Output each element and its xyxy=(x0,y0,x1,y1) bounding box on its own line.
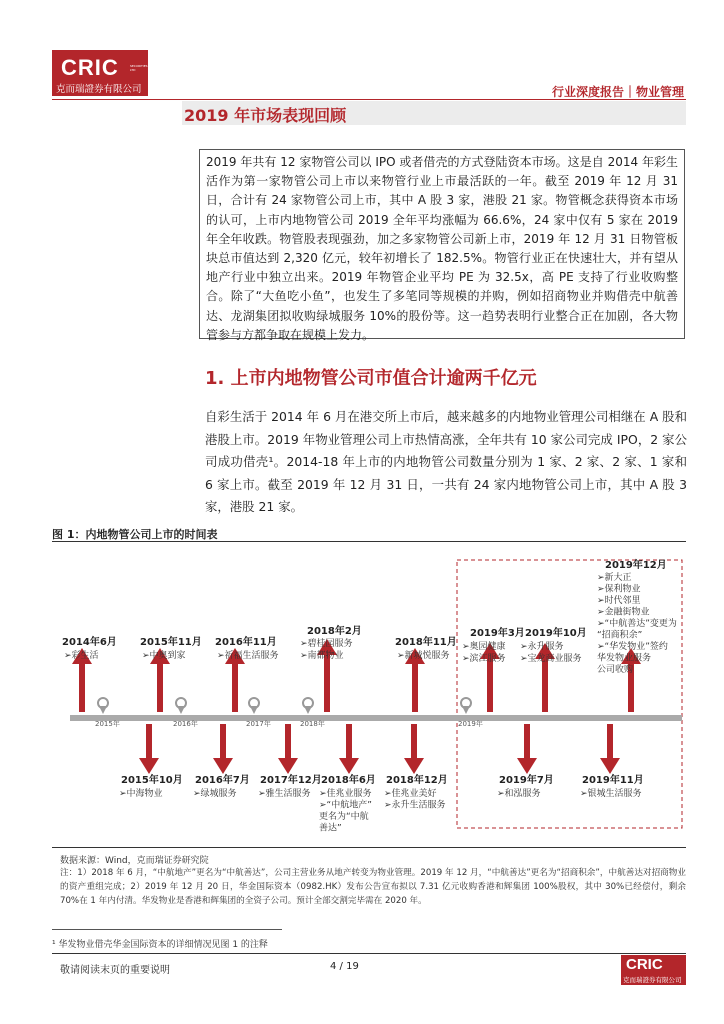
down-event xyxy=(258,724,322,799)
heading-1: 1. 上市内地物管公司市值合计逾两千亿元 xyxy=(205,368,537,389)
down-arrow-icon xyxy=(517,758,537,774)
down-arrow-shaft xyxy=(146,724,152,760)
event-item: ➢绿城服务 xyxy=(193,789,237,799)
down-arrow-icon xyxy=(404,758,424,774)
event-date: 2019年11月 xyxy=(582,775,644,786)
event-item: ➢雅生活服务 xyxy=(258,789,311,799)
up-event xyxy=(520,626,587,712)
footer-logo-cn: 克而瑞證券有限公司 xyxy=(623,976,682,984)
event-item: ➢新大正 xyxy=(597,573,632,583)
up-arrow-shaft xyxy=(542,657,548,712)
event-date: 2015年11月 xyxy=(140,637,202,648)
down-arrow-icon xyxy=(213,758,233,774)
up-event xyxy=(62,635,117,712)
event-date: 2019年12月 xyxy=(605,560,667,571)
event-date: 2018年6月 xyxy=(321,775,376,786)
event-date: 2017年12月 xyxy=(260,775,322,786)
event-item: ➢永升生活服务 xyxy=(384,800,446,811)
report-title: 行业深度报告｜物业管理 xyxy=(551,85,684,99)
down-arrow-shaft xyxy=(411,724,417,760)
year-label: 2017年 xyxy=(246,720,271,728)
year-marker xyxy=(246,698,271,728)
footer-divider xyxy=(52,953,686,954)
down-event xyxy=(384,724,448,811)
figure-bottom-rule xyxy=(52,847,686,848)
down-event xyxy=(497,724,554,799)
event-item: ➢永升服务 xyxy=(520,642,564,652)
up-arrow-shaft xyxy=(324,653,330,712)
footnote: ¹ 华发物业借壳华金国际资本的详细情况见图 1 的注释 xyxy=(52,940,268,950)
year-marker xyxy=(95,698,120,728)
logo-text: CRIC xyxy=(61,55,119,80)
down-event xyxy=(193,724,250,799)
year-marker xyxy=(173,698,198,728)
event-date: 2016年7月 xyxy=(195,775,250,786)
up-arrow-shaft xyxy=(79,662,85,712)
figure-note: 注：1）2018 年 6 月，“中航地产”更名为“中航善达”，公司主营业务从地产转变为物业管理。2019 年 12 月，“中航善达”更名为“招商积余”，中航善达对招商物业的资产重组完成；2）2019 年 12 月 20 日，华金国际资本（0982.HK）发布公告宣布拟以 7.31 亿元收购香港和辉集团 100%股权，其中 30%已经偿付，剩余 70%在 1 年内付清。华发物业是香港和辉集团的全资子公司。预计全部交割完毕需在 2020 年。 xyxy=(60,868,686,906)
event-date: 2018年2月 xyxy=(307,626,362,637)
logo-cn-text: 克而瑞證券有限公司 xyxy=(56,84,142,95)
event-item: 更名为“中航 xyxy=(319,812,369,822)
down-arrow-icon xyxy=(278,758,298,774)
up-arrow-shaft xyxy=(157,662,163,712)
down-event xyxy=(580,724,644,799)
down-arrow-shaft xyxy=(220,724,226,760)
event-item: ➢宝龙商业服务 xyxy=(520,654,582,664)
up-event xyxy=(395,635,457,712)
event-item: ➢和泓服务 xyxy=(497,789,541,799)
event-item: ➢中奥到家 xyxy=(142,651,186,661)
event-item: ➢中海物业 xyxy=(119,789,163,799)
event-item: ➢碧桂园服务 xyxy=(300,639,353,649)
event-item: ➢银城生活服务 xyxy=(580,789,642,799)
up-arrow-shaft xyxy=(232,662,238,712)
event-item: ➢金融街物业 xyxy=(597,607,650,618)
summary-box: 2019 年共有 12 家物管公司以 IPO 或者借壳的方式登陆资本市场。这是自 2014 年彩生活作为第一家物管公司上市以来物管行业上市最活跃的一年。截至 2019 年 12 月 31 日，合计有 24 家物管公司上市，其中 A 股 3 家，港股 21 家。物管概念获得资本市场的认可，上市内地物管公司 2019 全年平均涨幅为 66.6%，24 家中仅有 5 家在 2019 年全年收跌。物管股表现强劲，加之多家物管公司新上市，2019 年 12 月 31 日物管板块总市值达到 2,320 亿元，较年初增长了 182.5%。物管行业正在快速壮大，并有望从地产行业中独立出来。2019 年物管企业平均 PE 为 32.5x，高 PE 支持了行业收购整合。除了“大鱼吃小鱼”，也发生了多笔同等规模的并购，例如招商物业并购借壳中航善达、龙湖集团拟收购绿城服务 10%的股份等。这一趋势表明行业整合正在加剧，各大物管参与方都争取在规模上发力。 xyxy=(199,149,685,339)
event-date: 2015年10月 xyxy=(121,775,183,786)
event-item: ➢“中航地产” xyxy=(319,800,372,811)
event-item: ➢新城悦服务 xyxy=(397,651,450,661)
page-number: 4 / 19 xyxy=(330,961,359,972)
footer-disclaimer: 敬请阅读末页的重要说明 xyxy=(60,965,170,976)
up-arrow-shaft xyxy=(412,662,418,712)
event-date: 2019年7月 xyxy=(499,775,554,786)
event-item: ➢祈福生活服务 xyxy=(217,651,279,661)
event-date: 2016年11月 xyxy=(215,637,277,648)
event-date: 2019年10月 xyxy=(525,628,587,639)
location-pin-tail-icon xyxy=(250,706,258,714)
up-event xyxy=(462,626,525,712)
data-source: 数据来源：Wind，克而瑞证券研究院 xyxy=(60,856,209,866)
location-pin-tail-icon xyxy=(462,706,470,714)
event-item: ➢奥园健康 xyxy=(462,642,506,652)
year-label: 2015年 xyxy=(95,720,120,728)
event-item: “招商积余” xyxy=(597,630,643,641)
location-pin-tail-icon xyxy=(99,706,107,714)
logo-small-text: SECURITIES LTD xyxy=(130,64,148,72)
down-event xyxy=(319,724,376,834)
event-item: 公司收购 xyxy=(597,665,634,675)
up-event xyxy=(597,558,677,712)
down-arrow-shaft xyxy=(285,724,291,760)
event-item: ➢彩生活 xyxy=(64,651,99,661)
section-title: 2019 年市场表现回顾 xyxy=(184,106,347,125)
event-date: 2018年11月 xyxy=(395,637,457,648)
up-event xyxy=(215,635,279,712)
location-pin-tail-icon xyxy=(177,706,185,714)
event-item: ➢佳兆业服务 xyxy=(319,789,372,799)
event-item: 华发物业服务 xyxy=(597,653,652,664)
event-item: ➢“中航善达”变更为 xyxy=(597,619,677,629)
year-marker xyxy=(300,698,325,728)
event-item: ➢佳兆业美好 xyxy=(384,789,437,799)
event-date: 2014年6月 xyxy=(62,637,117,648)
up-arrow-shaft xyxy=(487,657,493,712)
event-date: 2019年3月 xyxy=(470,628,525,639)
year-label: 2016年 xyxy=(173,720,198,728)
down-arrow-shaft xyxy=(524,724,530,760)
down-arrow-shaft xyxy=(607,724,613,760)
event-item: ➢“华发物业”签约 xyxy=(597,642,668,652)
body-paragraph: 自彩生活于 2014 年 6 月在港交所上市后，越来越多的内地物业管理公司相继在 A 股和港股上市。2019 年物业管理公司上市热情高涨，全年共有 10 家公司完成 IPO，2 家公司成功借壳¹。2014-18 年上市的内地物管公司数量分别为 1 家、2 家、2 家、1 家和 6 家上市。截至 2019 年 12 月 31 日，一共有 24 家内地物管公司上市，其中 A 股 3 家，港股 21 家。 xyxy=(205,409,687,515)
down-arrow-shaft xyxy=(346,724,352,760)
down-arrow-icon xyxy=(339,758,359,774)
year-label: 2018年 xyxy=(300,720,325,728)
event-date: 2018年12月 xyxy=(386,775,448,786)
footnote-rule xyxy=(52,929,282,930)
footer-logo xyxy=(621,955,686,985)
year-label: 2019年 xyxy=(458,720,483,728)
event-item: ➢滨江服务 xyxy=(462,654,506,664)
down-arrow-icon xyxy=(600,758,620,774)
location-pin-tail-icon xyxy=(304,706,312,714)
figure-title: 图 1：内地物管公司上市的时间表 xyxy=(52,528,218,541)
event-item: ➢保利物业 xyxy=(597,584,641,595)
footer-logo-text: CRIC xyxy=(626,956,663,973)
event-item: 善达” xyxy=(319,823,342,834)
down-event xyxy=(119,724,183,799)
event-item: ➢时代邻里 xyxy=(597,596,641,606)
down-arrow-icon xyxy=(139,758,159,774)
year-marker xyxy=(458,698,483,728)
up-event xyxy=(140,635,202,712)
event-item: ➢南都物业 xyxy=(300,651,344,661)
